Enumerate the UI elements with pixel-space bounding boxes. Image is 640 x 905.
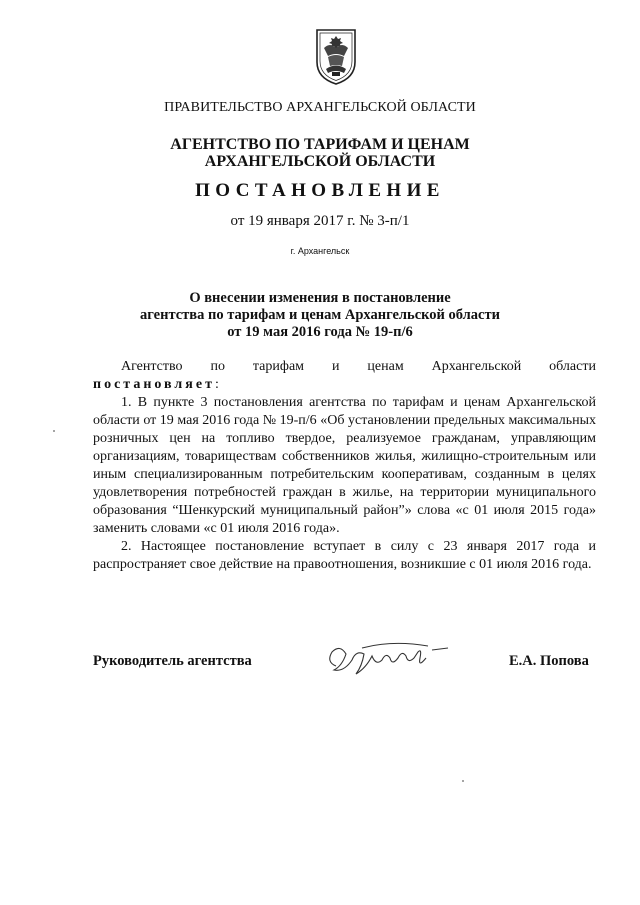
- agency-title-line2: АРХАНГЕЛЬСКОЙ ОБЛАСТИ: [204, 153, 436, 170]
- item-1-paragraph: 1. В пункте 3 постановления агентства по тарифам и ценам Архангельской области от 19 мая 2016 года № 19-п/6 «Об установлении предельных максимальных розничных цен на топливо твердое, реализуемое гражданам, управляющим организациям, товариществам собственников жилья, жилищно-строительным или иным специализированным потребительским кооперативам, созданным в целях удовлетворения потребностей граждан в жилье, на территории муниципального образования “Шенкурский муниципальный район”» слова «с 01 июля 2015 года» заменить словами «с 01 июля 2016 года».: [93, 395, 596, 536]
- decrees-colon: :: [214, 377, 219, 392]
- document-city: г. Архангельск: [290, 246, 350, 256]
- signatory-role: Руководитель агентства: [93, 653, 252, 669]
- intro-word: Архангельской: [431, 359, 522, 374]
- subject-line2: агентства по тарифам и ценам Архангельской области: [140, 307, 500, 323]
- agency-title-line1: АГЕНТСТВО ПО ТАРИФАМ И ЦЕНАМ: [170, 136, 470, 153]
- intro-word: области: [549, 359, 596, 374]
- coat-of-arms-icon: [314, 26, 358, 86]
- decrees-line: [93, 376, 596, 394]
- decrees-word: постановляет: [93, 377, 215, 392]
- intro-line: [121, 358, 596, 376]
- subject-line1: О внесении изменения в постановление: [189, 290, 451, 306]
- item-2-paragraph: 2. Настоящее постановление вступает в силу с 23 января 2017 года и распространяет свое действие на правоотношения, возникшие с 01 июля 2016 года.: [93, 539, 596, 572]
- document-body: [93, 358, 596, 574]
- intro-word: и: [331, 359, 340, 374]
- intro-word: тарифам: [252, 359, 305, 374]
- subject-line3: от 19 мая 2016 года № 19-п/6: [227, 324, 413, 340]
- agency-title: [0, 136, 640, 170]
- intro-word: Агентство: [121, 359, 183, 374]
- signatory-name: Е.А. Попова: [509, 653, 589, 669]
- scan-speck: [462, 780, 464, 782]
- intro-word: ценам: [367, 359, 404, 374]
- handwritten-signature: [322, 636, 462, 684]
- scan-speck: [53, 430, 55, 432]
- document-subject: [0, 290, 640, 341]
- document-date-number: от 19 января 2017 г. № 3-п/1: [230, 213, 410, 229]
- government-title: ПРАВИТЕЛЬСТВО АРХАНГЕЛЬСКОЙ ОБЛАСТИ: [164, 100, 476, 115]
- document-type: ПОСТАНОВЛЕНИЕ: [195, 180, 445, 201]
- intro-word: по: [210, 359, 225, 374]
